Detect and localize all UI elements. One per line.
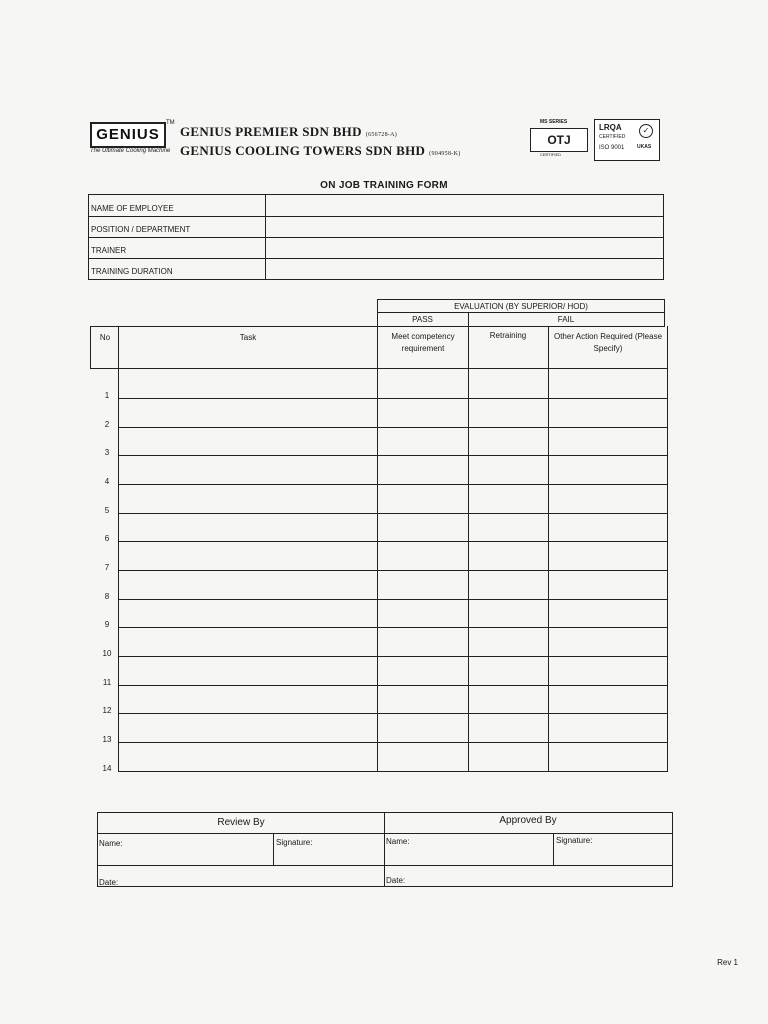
logo-tagline: The Ultimate Cooling Machine <box>90 148 171 154</box>
approve-name-label: Name: <box>386 837 410 846</box>
iso-label: ISO 9001 <box>599 145 625 151</box>
position-department-label: POSITION / DEPARTMENT <box>91 225 191 234</box>
checkmark-icon: ✓ <box>639 124 653 138</box>
approve-date-label: Date: <box>386 876 406 885</box>
pass-header: PASS <box>412 315 433 324</box>
review-date-label: Date: <box>99 878 119 887</box>
fail-header: FAIL <box>557 315 575 324</box>
row-number: 4 <box>104 477 110 486</box>
logo-trademark: TM <box>166 120 175 126</box>
column-header-meet-competency: Meet competency requirement <box>391 332 455 353</box>
company-logo: GENIUS <box>90 122 166 148</box>
cert-caption-top: MS SERIES <box>540 119 568 125</box>
trainer-label: TRAINER <box>91 246 127 255</box>
cert-caption-bottom: CERTIFIED <box>540 152 562 157</box>
row-number: 1 <box>104 391 110 400</box>
lrqa-label: LRQA <box>599 123 622 132</box>
certification-logo: OTJ <box>530 128 588 152</box>
row-number: 11 <box>102 678 112 687</box>
row-number: 6 <box>104 534 110 543</box>
approve-signature-label: Signature: <box>556 836 593 845</box>
employee-name-label: NAME OF EMPLOYEE <box>91 204 174 213</box>
row-number: 3 <box>104 448 110 457</box>
revision-label: Rev 1 <box>717 958 738 967</box>
column-header-retraining: Retraining <box>489 331 527 340</box>
row-number: 9 <box>104 620 110 629</box>
row-number: 7 <box>104 563 110 572</box>
row-number: 14 <box>102 764 112 773</box>
review-signature-label: Signature: <box>276 838 313 847</box>
company-name-1: GENIUS PREMIER SDN BHD (656728-A) <box>180 124 398 139</box>
row-number: 13 <box>102 735 112 744</box>
row-number: 10 <box>102 649 112 658</box>
approved-by-header: Approved By <box>499 815 557 826</box>
column-header-task: Task <box>239 333 257 342</box>
lrqa-certification-badge <box>594 119 660 161</box>
row-number: 5 <box>104 506 110 515</box>
training-duration-label: TRAINING DURATION <box>91 267 173 276</box>
review-name-label: Name: <box>99 839 123 848</box>
ukas-label: UKAS <box>637 144 652 150</box>
form-title: ON JOB TRAINING FORM <box>320 180 448 191</box>
column-header-other-action: Other Action Required (Please Specify) <box>553 332 663 353</box>
row-number: 2 <box>104 420 110 429</box>
lrqa-sub-label: CERTIFIED <box>599 134 626 140</box>
row-number: 8 <box>104 592 110 601</box>
evaluation-group-header: EVALUATION (BY SUPERIOR/ HOD) <box>454 302 588 311</box>
column-header-no: No <box>99 333 111 342</box>
review-by-header: Review By <box>217 817 265 828</box>
row-number: 12 <box>102 706 112 715</box>
company-name-2: GENIUS COOLING TOWERS SDN BHD (904958-K) <box>180 143 461 158</box>
